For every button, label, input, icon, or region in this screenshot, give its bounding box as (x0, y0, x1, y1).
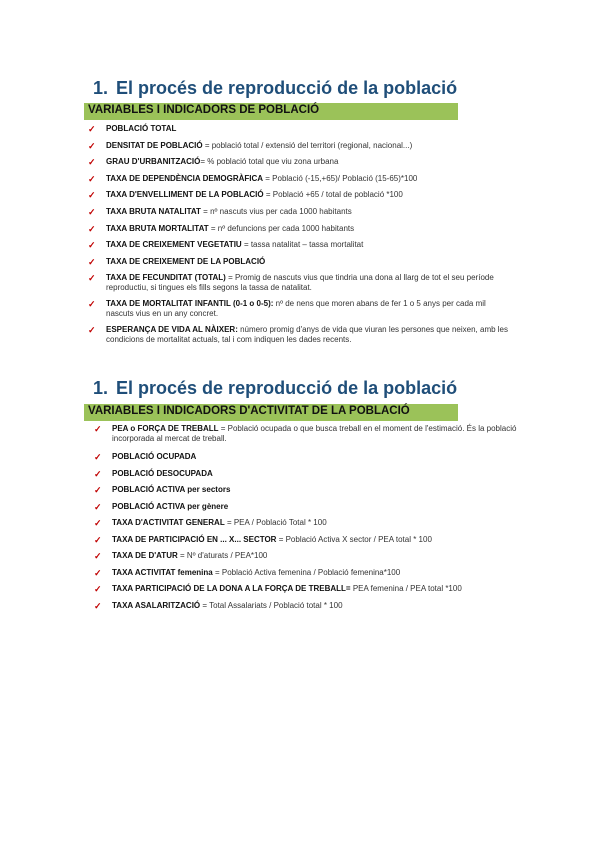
list-item-definition: número promig d'anys de vida que viuran les persones que neixen, amb les condicions de mortalitat actuals, tal i com indiquen les dades recents. (106, 325, 509, 344)
list-item (94, 518, 524, 528)
check-icon: ✓ (94, 601, 102, 611)
section1-number: 1. (93, 78, 109, 98)
list-item-term: TAXA ACTIVITAT femenina (112, 568, 213, 577)
list-item-definition: = Població ocupada o que busca treball en el moment de l'estimació. És la població incorporada al mercat de treball. (112, 424, 517, 443)
list-item-term: TAXA PARTICIPACIÓ DE LA DONA A LA FORÇA DE TREBALL= (112, 584, 351, 593)
list-item-term: DENSITAT DE POBLACIÓ (106, 141, 203, 150)
list-item-definition: = Població (-15,+65)/ Població (15-65)*100 (263, 174, 418, 183)
list-item (88, 224, 508, 234)
list-item (88, 273, 508, 293)
list-item-term: TAXA DE CREIXEMENT VEGETATIU (106, 240, 242, 249)
list-item-term: POBLACIÓ TOTAL (106, 124, 177, 133)
list-item-definition: PEA femenina / PEA total *100 (350, 584, 462, 593)
check-icon: ✓ (94, 535, 102, 545)
list-item-term: TAXA DE CREIXEMENT DE LA POBLACIÓ (106, 257, 266, 266)
check-icon: ✓ (94, 584, 102, 594)
check-icon: ✓ (88, 240, 96, 250)
section2-band-label: VARIABLES I INDICADORS D'ACTIVITAT DE LA POBLACIÓ (88, 405, 410, 417)
check-icon: ✓ (88, 224, 96, 234)
list-item-definition: = Població +65 / total de població *100 (263, 190, 403, 199)
list-item-definition: = nº nascuts vius per cada 1000 habitants (200, 207, 352, 216)
list-item-definition: = Promig de nascuts vius que tindria una dona al llarg de tot el seu període reproductiu, si tingues els fills segons la tassa de natalitat. (106, 273, 494, 292)
list-item-term: TAXA BRUTA NATALITAT (106, 207, 201, 216)
list-item-text (112, 518, 524, 528)
list-item-term: TAXA D'ACTIVITAT GENERAL (112, 518, 225, 527)
list-item-text (112, 535, 524, 545)
check-icon: ✓ (94, 424, 102, 434)
list-item-text (112, 502, 524, 512)
list-item-text (112, 584, 524, 594)
list-item-text (106, 207, 508, 217)
list-item-text (106, 174, 508, 184)
list-item-term: TAXA D'ENVELLIMENT DE LA POBLACIÓ (106, 190, 264, 199)
list-item-definition: = Població Activa X sector / PEA total * 100 (276, 535, 432, 544)
list-item-text (106, 157, 508, 167)
section1-title-text: El procés de reproducció de la població (116, 78, 458, 98)
check-icon: ✓ (88, 325, 96, 335)
section1-band-label: VARIABLES I INDICADORS DE POBLACIÓ (88, 104, 320, 116)
check-icon: ✓ (88, 299, 96, 309)
list-item-text (106, 299, 508, 319)
check-icon: ✓ (88, 157, 96, 167)
list-item (94, 584, 524, 594)
check-icon: ✓ (94, 551, 102, 561)
list-item-text (106, 141, 508, 151)
list-item-term: TAXA DE PARTICIPACIÓ EN ... X... SECTOR (112, 535, 277, 544)
check-icon: ✓ (88, 174, 96, 184)
list-item-text (112, 452, 524, 462)
list-item-definition: = població total / extensió del territori (regional, nacional...) (202, 141, 413, 150)
list-item-text (106, 325, 508, 345)
section2-title-text: El procés de reproducció de la població (116, 378, 458, 398)
check-icon: ✓ (94, 469, 102, 479)
check-icon: ✓ (94, 485, 102, 495)
list-item-text (112, 551, 524, 561)
list-item (94, 424, 524, 444)
section1-band (84, 103, 458, 120)
list-item (88, 207, 508, 217)
list-item-definition: nº de nens que moren abans de fer 1 o 5 anys per cada mil nascuts vius en un any concret. (106, 299, 486, 318)
list-item-text (106, 190, 508, 200)
list-item-text (112, 601, 524, 611)
list-item-term: TAXA DE DEPENDÈNCIA DEMOGRÀFICA (106, 174, 264, 183)
check-icon: ✓ (94, 518, 102, 528)
list-item (94, 601, 524, 611)
list-item (94, 485, 524, 495)
list-item-text (112, 485, 524, 495)
section1-title (93, 78, 457, 99)
list-item-term: TAXA ASALARITZACIÓ (112, 601, 201, 610)
list-item (94, 535, 524, 545)
check-icon: ✓ (88, 190, 96, 200)
list-item-term: GRAU D'URBANITZACIÓ (106, 157, 201, 166)
list-item-definition: = tassa natalitat – tassa mortalitat (241, 240, 364, 249)
list-item (88, 299, 508, 319)
list-item (88, 141, 508, 151)
check-icon: ✓ (88, 141, 96, 151)
list-item-term: PEA o FORÇA DE TREBALL (112, 424, 219, 433)
list-item-term: POBLACIÓ DESOCUPADA (112, 469, 213, 478)
check-icon: ✓ (94, 568, 102, 578)
list-item (88, 257, 508, 267)
list-item-term: ESPERANÇA DE VIDA AL NÀIXER: (106, 325, 238, 334)
section2-title (93, 378, 457, 399)
list-item (88, 190, 508, 200)
check-icon: ✓ (94, 452, 102, 462)
list-item-definition: = PEA / Població Total * 100 (224, 518, 327, 527)
list-item (94, 502, 524, 512)
list-item-term: TAXA DE D'ATUR (112, 551, 178, 560)
list-item (94, 551, 524, 561)
list-item-text (112, 568, 524, 578)
list-item-term: POBLACIÓ ACTIVA per sectors (112, 485, 231, 494)
list-item (94, 469, 524, 479)
list-item (88, 157, 508, 167)
list-item-definition: = Població Activa femenina / Població femenina*100 (212, 568, 401, 577)
check-icon: ✓ (88, 257, 96, 267)
check-icon: ✓ (88, 207, 96, 217)
list-item-term: TAXA DE MORTALITAT INFANTIL (0-1 o 0-5): (106, 299, 274, 308)
list-item-text (112, 424, 524, 444)
list-item-term: TAXA DE FECUNDITAT (TOTAL) (106, 273, 226, 282)
check-icon: ✓ (94, 502, 102, 512)
list-item-text (106, 257, 508, 267)
section2-number: 1. (93, 378, 109, 398)
list-item (88, 325, 508, 345)
list-item-definition: = nº defuncions per cada 1000 habitants (208, 224, 355, 233)
list-item-text (106, 224, 508, 234)
list-item (88, 240, 508, 250)
list-item (88, 124, 508, 134)
list-item-definition: = Nº d'aturats / PEA*100 (177, 551, 268, 560)
check-icon: ✓ (88, 273, 96, 283)
list-item-definition: = Total Assalariats / Població total * 100 (200, 601, 343, 610)
list-item-term: POBLACIÓ ACTIVA per gènere (112, 502, 229, 511)
check-icon: ✓ (88, 124, 96, 134)
list-item (94, 452, 524, 462)
list-item (94, 568, 524, 578)
list-item-text (106, 273, 508, 293)
list-item-text (106, 124, 508, 134)
section2-band (84, 404, 458, 421)
list-item-term: POBLACIÓ OCUPADA (112, 452, 197, 461)
list-item-definition: = % població total que viu zona urbana (200, 157, 339, 166)
list-item-term: TAXA BRUTA MORTALITAT (106, 224, 209, 233)
list-item (88, 174, 508, 184)
list-item-text (106, 240, 508, 250)
list-item-text (112, 469, 524, 479)
